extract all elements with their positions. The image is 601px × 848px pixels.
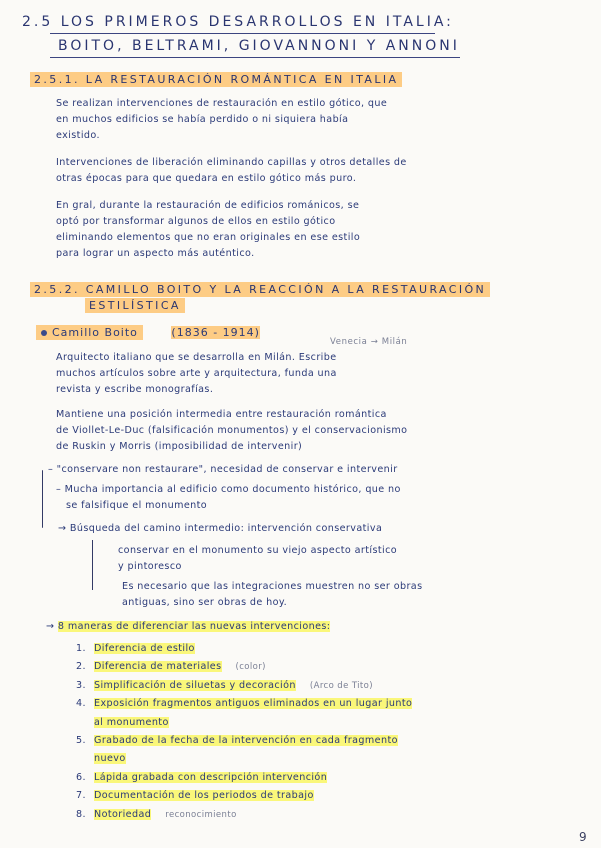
list-number: 3.	[76, 679, 86, 691]
stance-paragraph	[56, 407, 576, 455]
text-line: muchos artículos sobre arte y arquitectura, funda una	[56, 368, 337, 379]
page-number: 9	[579, 830, 588, 844]
list-item	[76, 677, 576, 695]
person-name: Camillo Boito	[52, 326, 138, 339]
list-number: 4.	[76, 698, 86, 710]
text-line: antiguas, sino ser obras de hoy.	[122, 597, 288, 608]
page-title-line2: BOITO, BELTRAMI, GIOVANNONI Y ANNONI	[58, 38, 460, 54]
bracket-line	[42, 470, 43, 528]
s251-paragraph-1	[56, 96, 556, 144]
list-number: 2.	[76, 661, 86, 673]
ways-intro-text: 8 maneras de diferenciar las nuevas intervenciones:	[57, 621, 331, 632]
list-item	[76, 750, 576, 768]
search-text: Búsqueda del camino intermedio: intervención conservativa	[69, 523, 383, 534]
text-line: existido.	[56, 130, 100, 141]
list-item	[76, 714, 576, 732]
list-item	[76, 769, 576, 787]
list-item	[76, 732, 576, 750]
search-line: → Búsqueda del camino intermedio: intervención conservativa	[58, 523, 383, 534]
person-entry	[36, 326, 260, 339]
ways-intro: → 8 maneras de diferenciar las nuevas intervenciones:	[46, 621, 331, 632]
list-text: Exposición fragmentos antiguos eliminados en un lugar junto	[94, 698, 413, 710]
dash-text: "conservare non restaurare", necesidad de conservar e intervenir	[56, 464, 398, 475]
text-line: En gral, durante la restauración de edificios románicos, se	[56, 200, 360, 211]
s251-paragraph-2	[56, 155, 556, 187]
dash-text: Mucha importancia al edificio como documento histórico, que no	[64, 484, 401, 495]
text-line: Se realizan intervenciones de restauración en estilo gótico, que	[56, 98, 388, 109]
text-line: Es necesario que las integraciones muestren no ser obras	[122, 581, 423, 592]
list-number: 5.	[76, 735, 86, 747]
bio-paragraph	[56, 350, 556, 398]
dash-item-2: – Mucha importancia al edificio como documento histórico, que no se falsifique el monumento	[56, 482, 576, 514]
list-text: Grabado de la fecha de la intervención en cada fragmento	[94, 735, 398, 747]
list-item	[76, 695, 576, 713]
section-heading-251: 2.5.1. LA RESTAURACIÓN ROMÁNTICA EN ITALIA	[30, 72, 402, 87]
section-heading-252	[30, 283, 490, 316]
list-text: Documentación de los periodos de trabajo	[94, 790, 314, 802]
list-item	[76, 806, 576, 824]
text-line: para lograr un aspecto más auténtico.	[56, 248, 255, 259]
dash-text: se falsifique el monumento	[66, 500, 208, 511]
s251-paragraph-3	[56, 198, 556, 262]
heading-line: ESTILÍSTICA	[85, 298, 185, 313]
list-item	[76, 658, 576, 676]
text-line: eliminando elementos que no eran originales en ese estilo	[56, 232, 361, 243]
bullet-dot	[41, 330, 47, 336]
ways-list	[76, 640, 576, 824]
sub-bracket	[92, 540, 93, 590]
list-text: Notoriedad	[94, 808, 152, 820]
list-note: (color)	[235, 662, 266, 673]
list-note: (Arco de Tito)	[309, 680, 373, 691]
list-text: Lápida grabada con descripción intervención	[94, 771, 328, 783]
list-item	[76, 640, 576, 658]
text-line: conservar en el monumento su viejo aspecto artístico	[118, 545, 398, 556]
list-number: 6.	[76, 771, 86, 783]
text-line: y pintoresco	[118, 561, 182, 572]
list-text: Diferencia de estilo	[94, 643, 195, 654]
text-line: otras épocas para que quedara en estilo gótico más puro.	[56, 173, 357, 184]
list-item	[76, 787, 576, 805]
text-line: Intervenciones de liberación eliminando capillas y otros detalles de	[56, 157, 407, 168]
list-text: Simplificación de siluetas y decoración	[94, 679, 296, 691]
text-line: revista y escribe monografías.	[56, 384, 214, 395]
list-text: nuevo	[94, 753, 126, 765]
text-line: Arquitecto italiano que se desarrolla en Milán. Escribe	[56, 352, 337, 363]
text-line: en muchos edificios se había perdido o ni siquiera había	[56, 114, 349, 125]
heading-line: 2.5.2. CAMILLO BOITO Y LA REACCIÓN A LA RESTAURACIÓN	[30, 282, 490, 297]
text-line: Mantiene una posición intermedia entre restauración romántica	[56, 409, 387, 420]
text-line: de Viollet-Le-Duc (falsificación monumentos) y el conservacionismo	[56, 425, 408, 436]
list-number: 7.	[76, 790, 86, 802]
list-note: reconocimiento	[165, 809, 237, 820]
text-line: de Ruskin y Morris (imposibilidad de intervenir)	[56, 441, 303, 452]
page-title-line1: 2.5 LOS PRIMEROS DESARROLLOS EN ITALIA:	[22, 14, 454, 30]
margin-note: Venecia → Milán	[330, 337, 408, 347]
text-line: optó por transformar algunos de ellos en estilo gótico	[56, 216, 336, 227]
list-number: 8.	[76, 808, 86, 820]
list-text: al monumento	[94, 716, 169, 728]
sub-item-1	[118, 543, 578, 575]
list-number: 1.	[76, 643, 86, 654]
sub-item-2	[122, 579, 582, 611]
person-dates: (1836 - 1914)	[171, 326, 260, 339]
dash-item-1: – "conservare non restaurare", necesidad de conservar e intervenir	[48, 464, 398, 475]
list-text: Diferencia de materiales	[94, 661, 222, 673]
